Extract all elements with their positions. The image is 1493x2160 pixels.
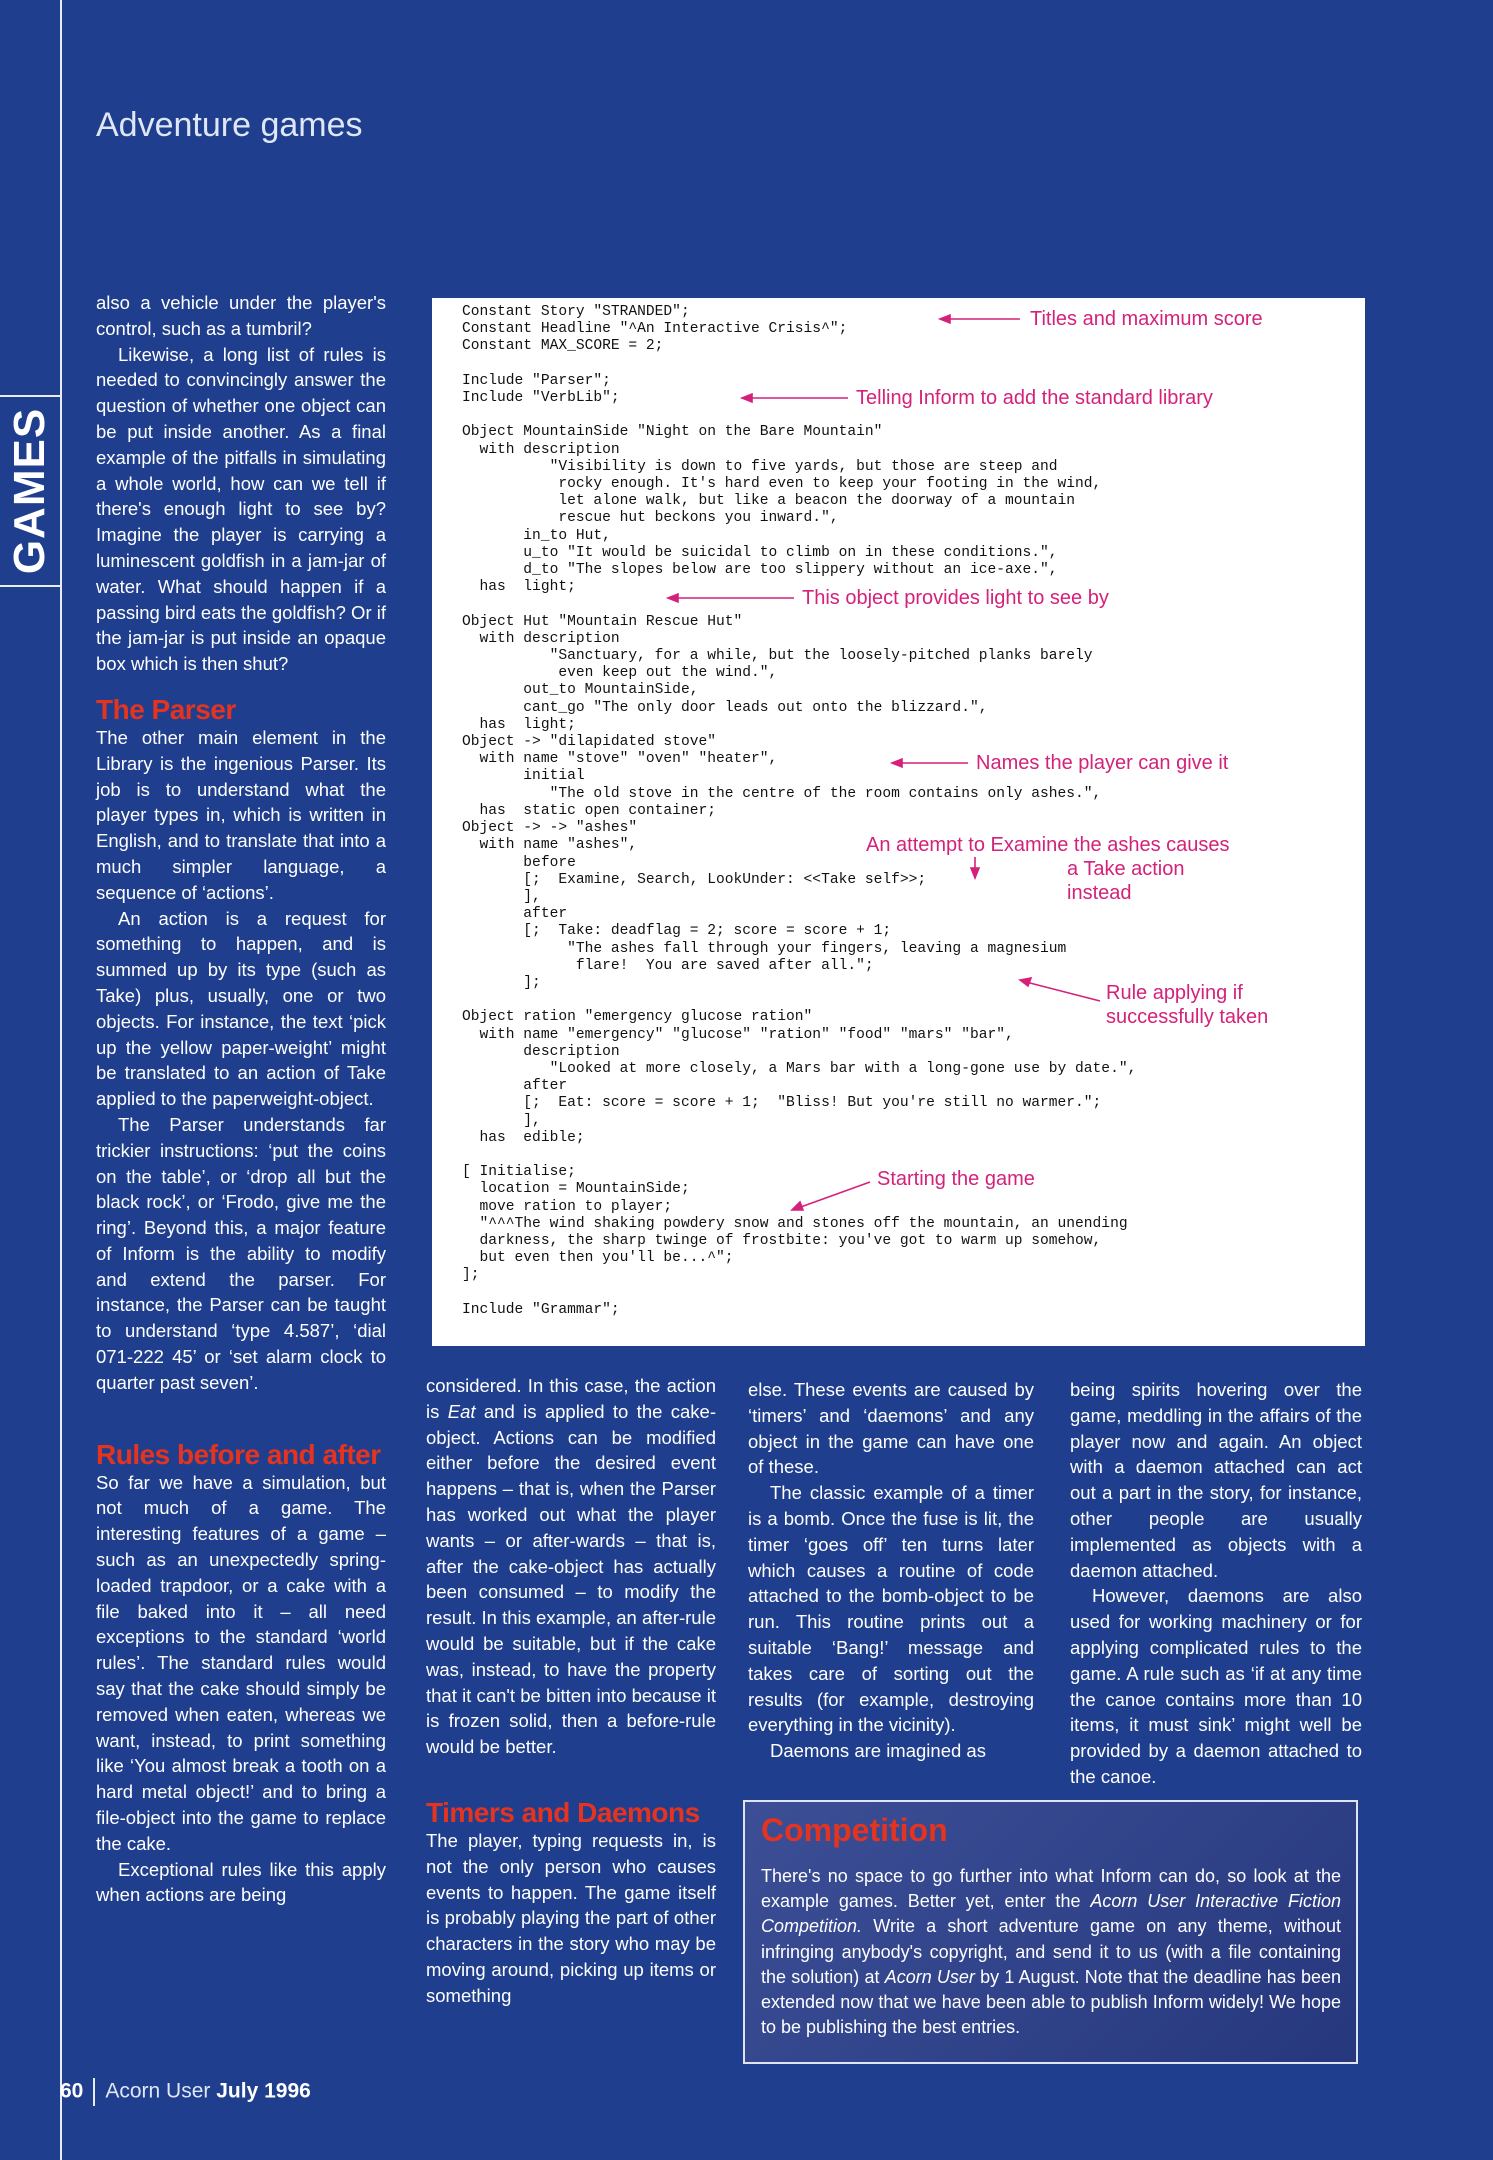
- paragraph: else. These events are caused by ‘timers’ and ‘daemons’ and any object in the game can have one of these.: [748, 1379, 1034, 1478]
- footer-divider: [93, 2078, 95, 2106]
- paragraph: The other main element in the Library is the ingenious Parser. Its job is to understand what the player types in, which is written in English, and to translate that into a much simpler language, a sequence of ‘actions’.: [96, 726, 386, 903]
- annotation-examine: instead: [1067, 882, 1132, 904]
- heading-timers: Timers and Daemons: [426, 1796, 700, 1828]
- heading-parser: The Parser: [96, 693, 236, 725]
- paragraph: Exceptional rules like this apply when actions are being: [96, 1858, 386, 1906]
- paragraph: Daemons are imagined as: [770, 1740, 986, 1762]
- arrow-library: [742, 394, 752, 402]
- page-number: 60: [60, 2079, 84, 2103]
- paragraph: An action is a request for something to happen, and is summed up by its type (such as Take) plus, usually, one or two objects. For instance, the text ‘pick up the yellow paper-weight’ might be translated to an action of Take applied to the paperweight-object.: [96, 907, 386, 1110]
- competition-text: There's no space to go further into what Inform can do, so look at the example games. Better yet, enter the Acorn User Interactive Fiction Competition. Write a short adventure game on any theme, without infringing anybody's copyright, and send it to us (with a file containing the solution) at Acorn User by 1 August. Note that the deadline has been extended now that we have been able to publish Inform widely! We hope to be publishing the best entries.: [761, 1866, 1341, 2038]
- annotation-rule: successfully taken: [1106, 1006, 1269, 1028]
- paragraph: The Parser understands far trickier instructions: ‘put the coins on the table’, or ‘drop all but the black rock’, or ‘Frodo, give me the ring’. Beyond this, a major feature of Inform is the ability to modify and extend the parser. For instance, the Parser can be taught to understand ‘type 4.587’, ‘dial 071-222 45’ or ‘set alarm clock to quarter past seven’.: [96, 1113, 386, 1393]
- paragraph: considered. In this case, the action is Eat and is applied to the cake-object. Actions can be modified either before the desired event happens – that is, when the Parser has worked out what the player wants – or after-wards – that is, after the cake-object has actually been consumed – to modify the result. In this example, an after-rule would be suitable, but if the cake was, instead, to have the property that it can't be bitten into because it is frozen solid, then a before-rule would be better.: [426, 1375, 716, 1758]
- column-3: [748, 1377, 1034, 1764]
- column-4: [1070, 1377, 1362, 1790]
- annotation-examine: a Take action: [1067, 858, 1185, 880]
- annotation-titles: Titles and maximum score: [1030, 308, 1263, 330]
- arrow-starting: [792, 1202, 803, 1210]
- paragraph: The player, typing requests in, is not the only person who causes events to happen. The game itself is probably playing the part of other characters in the story who may be moving around, picking up items or something: [426, 1829, 716, 2006]
- annotation-names: Names the player can give it: [976, 752, 1229, 774]
- annotation-library: Telling Inform to add the standard library: [856, 387, 1213, 409]
- arrow-starting: [798, 1182, 870, 1208]
- code-listing: Constant Story "STRANDED"; Constant Headline "^An Interactive Crisis^"; Constant MAX_SCORE = 2; Include "Parser"; Include "VerbLib"; Object MountainSide "Night on the Bare Mountain" with description "Visibility is down to five yards, but those are steep and rocky enough. It's hard even to keep your footing in the wind, let alone walk, but like a beacon the doorway of a mountain rescue hut beckons you inward.", in_to Hut, u_to "It would be suicidal to climb on in these conditions.", d_to "The slopes below are too slippery without an ice-axe.", has light; Object Hut "Mountain Rescue Hut" with description "Sanctuary, for a while, but the loosely-pitched planks barely even keep out the wind.", out_to MountainSide, cant_go "The only door leads out onto the blizzard.", has light; Object -> "dilapidated stove" with name "stove" "oven" "heater", initial "The old stove in the centre of the room contains only ashes.", has static open container; Object -> -> "ashes" with name "ashes", before [; Examine, Search, LookUnder: <<Take self>>; ], after [; Take: deadflag = 2; score = score + 1; "The ashes fall through your fingers, leaving a magnesium flare! You are saved after all."; ]; Object ration "emergency glucose ration" with name "emergency" "glucose" "ration" "food" "mars" "bar", description "Looked at more closely, a Mars bar with a long-gone use by date.", after [; Eat: score = score + 1; "Bliss! But you're still no warmer."; ], has edible; [ Initialise; location = MountainSide; move ration to player; "^^^The wind shaking powdery snow and stones off the mountain, an unending darkness, the sharp twinge of frostbite: you've got to warm up somehow, but even then you'll be...^"; ]; Include "Grammar";: [462, 304, 1137, 1318]
- competition-box: [743, 1800, 1358, 2064]
- arrow-names: [892, 759, 902, 767]
- magazine-name: Acorn User: [105, 2079, 211, 2103]
- arrow-examine: [971, 868, 979, 878]
- paragraph: being spirits hovering over the game, meddling in the affairs of the player now and again. An object with a daemon attached can act out a part in the story, for instance, other people are usually implemented as objects with a daemon attached.: [1070, 1379, 1362, 1581]
- annotation-light: This object provides light to see by: [802, 587, 1109, 609]
- paragraph: So far we have a simulation, but not much of a game. The interesting features of a game – such as an unexpectedly spring-loaded trapdoor, or a cake with a file baked into it – all need exceptions to the standard ‘world rules’. The standard rules would say that the cake should simply be removed when eaten, whereas we want, instead, to print something like ‘You almost break a tooth on a hard metal object!’ and to bring a file-object into the game to replace the cake.: [96, 1471, 386, 1854]
- annotation-rule: Rule applying if: [1106, 982, 1243, 1004]
- annotation-examine: An attempt to Examine the ashes causes: [866, 834, 1230, 856]
- arrow-light: [668, 594, 678, 602]
- paragraph: Likewise, a long list of rules is needed to convincingly answer the question of whether one object can be put inside another. As a final example of the pitfalls in simulating a whole world, how can we tell if there's enough light to see by? Imagine the player is carrying a luminescent goldfish in a jam-jar of water. What should happen if a passing bird eats the goldfish? Or if the jam-jar is put inside an opaque box which is then shut?: [96, 343, 386, 675]
- annotation-starting: Starting the game: [877, 1168, 1035, 1190]
- section-tab: GAMES: [0, 395, 62, 587]
- paragraph: The classic example of a timer is a bomb. Once the fuse is lit, the timer ‘goes off’ ten turns later which causes a routine of code attached to the bomb-object to be run. This routine prints out a suitable ‘Bang!’ message and takes care of sorting out the results (for example, destroying everything in the vicinity).: [748, 1482, 1034, 1736]
- column-2: [426, 1373, 716, 2009]
- section-title: Adventure games: [96, 106, 363, 144]
- page-footer: [60, 2078, 311, 2106]
- issue-date: July 1996: [216, 2079, 311, 2103]
- arrow-titles: [940, 315, 950, 323]
- arrow-rule: [1026, 982, 1100, 1001]
- paragraph: also a vehicle under the player's control, such as a tumbril?: [96, 292, 386, 339]
- heading-rules: Rules before and after: [96, 1438, 381, 1470]
- competition-title: Competition: [761, 1812, 948, 1848]
- arrow-rule: [1020, 978, 1031, 986]
- paragraph: However, daemons are also used for working machinery or for applying complicated rules to the game. A rule such as ‘if at any time the canoe contains more than 10 items, it must sink’ might well be provided by a daemon attached to the canoe.: [1070, 1585, 1362, 1787]
